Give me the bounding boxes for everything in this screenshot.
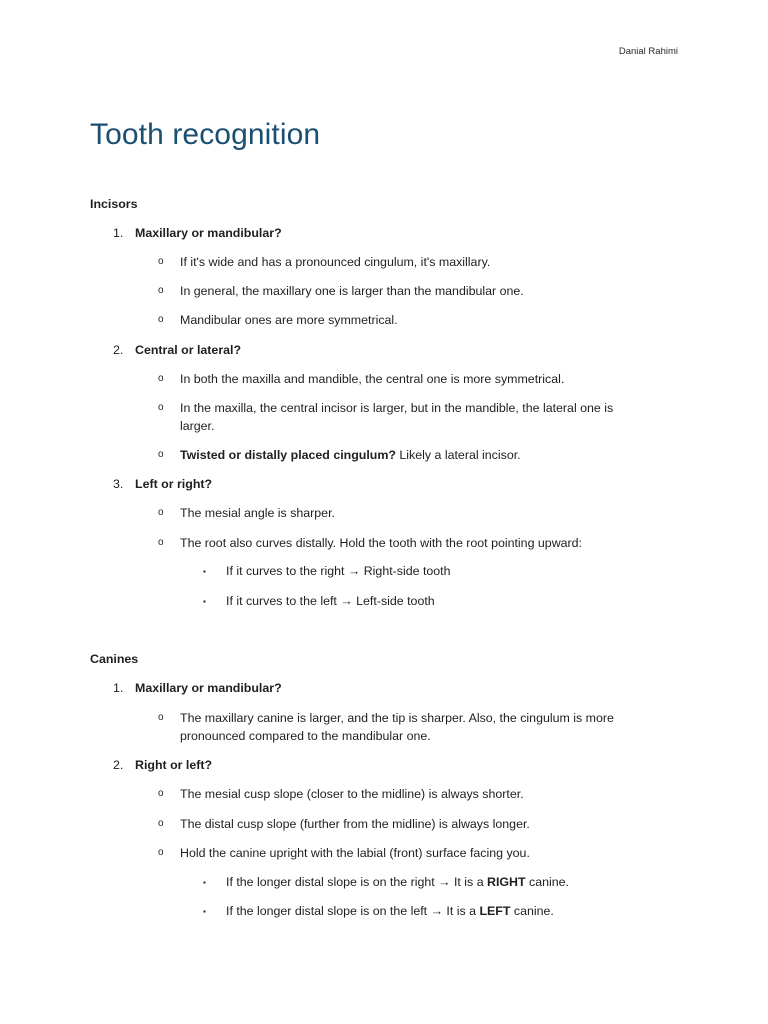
list-item-text: In general, the maxillary one is larger than the mandibular one. (180, 284, 524, 298)
question-label: Right or left? (135, 758, 213, 772)
bullet-marker: o (158, 373, 164, 384)
text-post: canine. (525, 875, 569, 889)
list-item-text: The maxillary canine is larger, and the tip is sharper. Also, the cingulum is more pronounced compared to the mandibular one. (180, 711, 614, 743)
bullet-marker: o (158, 256, 164, 267)
question-number: 1. (113, 226, 124, 240)
bullet-marker: o (158, 712, 164, 723)
emphasis-text: RIGHT (487, 875, 526, 889)
question-label: Left or right? (135, 477, 213, 491)
header-author: Danial Rahimi (618, 46, 678, 57)
list-item-text: If it's wide and has a pronounced cingulum, it's maxillary. (180, 255, 491, 269)
bullet-marker: o (158, 314, 164, 325)
list-item-text: The distal cusp slope (further from the midline) is always longer. (180, 817, 530, 831)
text-post: canine. (510, 904, 554, 918)
text-pre: If the longer distal slope is on the left → It is a (226, 904, 480, 918)
question-number: 2. (113, 343, 124, 357)
page-title: Tooth recognition (90, 118, 321, 151)
bullet-marker: o (158, 847, 164, 858)
bullet-marker: o (158, 537, 164, 548)
question-label: Maxillary or mandibular? (135, 226, 282, 240)
list-item-text: In both the maxilla and mandible, the central one is more symmetrical. (180, 372, 565, 386)
sub-list-item-text: If it curves to the left → Left-side tooth (226, 594, 435, 608)
sub-bullet-marker: ▪ (203, 907, 206, 916)
question-number: 1. (113, 681, 124, 695)
sub-list-item-text: If it curves to the right → Right-side tooth (226, 564, 451, 578)
bullet-marker: o (158, 507, 164, 518)
question-number: 2. (113, 758, 124, 772)
question-label: Maxillary or mandibular? (135, 681, 282, 695)
sub-bullet-marker: ▪ (203, 597, 206, 606)
question-number: 3. (113, 477, 124, 491)
section-heading-incisors: Incisors (90, 197, 138, 211)
list-item-text: The mesial cusp slope (closer to the midline) is always shorter. (180, 787, 524, 801)
bullet-marker: o (158, 818, 164, 829)
list-item-text: The root also curves distally. Hold the tooth with the root pointing upward: (180, 536, 582, 550)
sub-bullet-marker: ▪ (203, 567, 206, 576)
list-item-text: Mandibular ones are more symmetrical. (180, 313, 398, 327)
bullet-marker: o (158, 788, 164, 799)
list-item-text: In the maxilla, the central incisor is larger, but in the mandible, the lateral one is larger. (180, 401, 614, 433)
list-item-text: Hold the canine upright with the labial (front) surface facing you. (180, 846, 530, 860)
sub-bullet-marker: ▪ (203, 878, 206, 887)
sub-list-item-text (226, 873, 569, 891)
emphasis-text: LEFT (479, 904, 511, 918)
bullet-marker: o (158, 285, 164, 296)
bullet-marker: o (158, 449, 164, 460)
question-label: Central or lateral? (135, 343, 242, 357)
emphasis-text: Twisted or distally placed cingulum? (180, 448, 396, 462)
list-item-rest: Likely a lateral incisor. (395, 448, 521, 462)
section-heading-canines: Canines (90, 652, 139, 666)
bullet-marker: o (158, 402, 164, 413)
text-pre: If the longer distal slope is on the right → It is a (226, 875, 488, 889)
sub-list-item-text (226, 902, 554, 920)
list-item-text (180, 446, 650, 464)
list-item-text: The mesial angle is sharper. (180, 506, 335, 520)
